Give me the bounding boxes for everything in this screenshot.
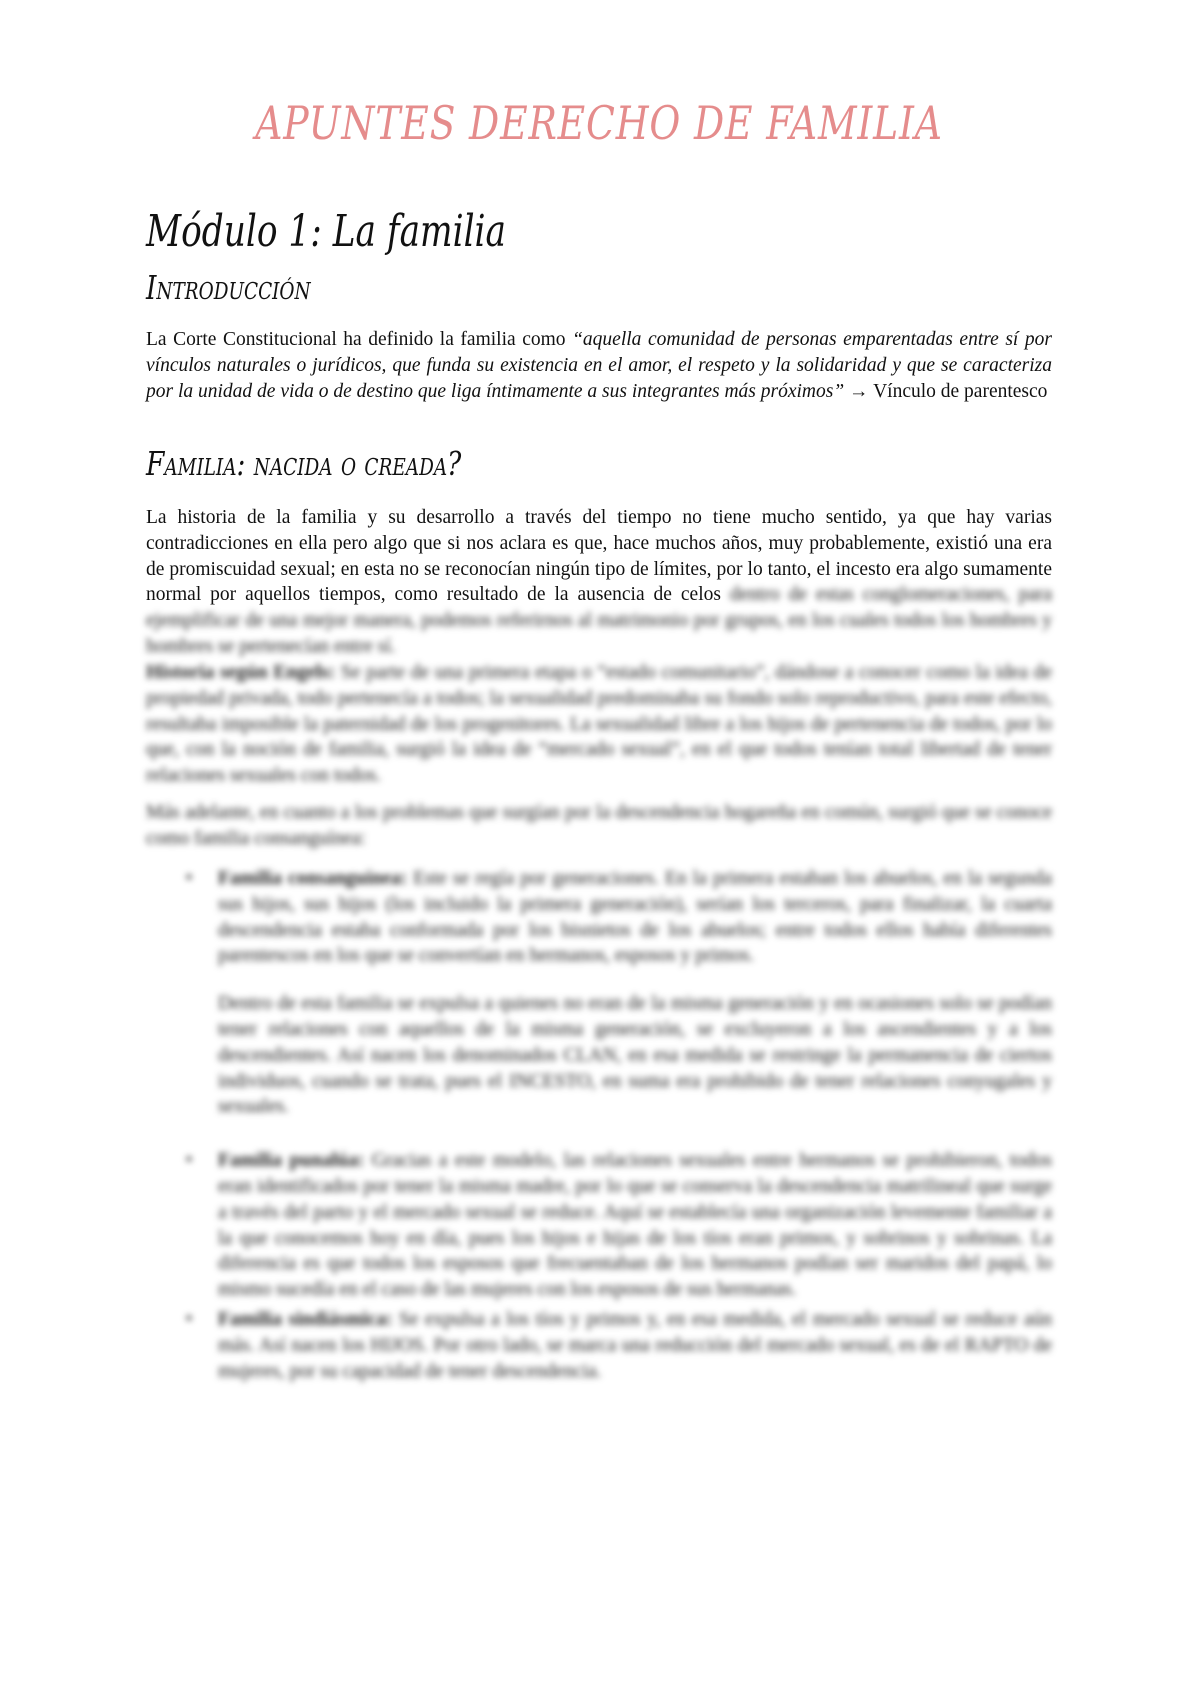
family-types-list: [182, 866, 1052, 1384]
module-title: Módulo 1: La familia: [146, 206, 506, 257]
later-paragraph: Más adelante, en cuanto a los problemas que surgían por la descendencia hogareña en común, surgió que se conoce como familia consanguínea:: [146, 802, 1052, 849]
familia-paragraph: [146, 505, 1052, 660]
list-item-label: Familia sindiásmica:: [218, 1308, 393, 1330]
list-item-text: Gracias a este modelo, las relaciones sexuales entre hermanos se prohibieron, todos eran identificados por tener la misma madre, por lo que se conserva la descendencia matrilineal que surge a través del parto y el mercado sexual se reduce. Aquí se establecía una organización levemente familiar a la que conocemos hoy en día, pues los hijos e hijas de los tíos eran primos, y sobrinos y sobrinas. La diferencia es que todos los esposos que frecuentaban de los hermanos podían ser maridos del papá, lo mismo sucedía en el caso de las mujeres con los esposos de sus hermanas.: [218, 1150, 1052, 1301]
section-heading-familia: Familia: nacida o creada?: [146, 444, 462, 483]
list-item-text: Este se regía por generaciones. En la primera estaban los abuelos, en la segunda sus hijos, sus hijos (los incluido la primera generación), serían los terceros, para finalizar, la cuarta descendencia estaba conformada por los bisnietos de los abuelos; entre todos ellos había diferentes parentescos en los que se convertían en hermanos, esposos y primos.: [218, 868, 1052, 967]
intro-text-end: → Vínculo de parentesco: [844, 380, 1048, 402]
list-item: [182, 866, 1052, 1120]
familia-paragraph-visible: La historia de la familia y su desarrollo a través del tiempo no tiene mucho sentido, ya que hay varias contradicciones en ella pero algo que si nos aclara es que, hace muchos años, muy probablemente, existió una era de promiscuidad sexual; en esta no se reconocían ningún tipo de límites, por lo tanto, el incesto era algo sumamente normal por aquellos tiempos, como resultado de la ausencia de celos: [146, 507, 1052, 606]
intro-paragraph: [146, 327, 1052, 404]
document-title: APUNTES DERECHO DE FAMILIA: [255, 96, 943, 150]
list-item-subparagraph: Dentro de esta familia se expulsa a quienes no eran de la misma generación y en ocasiones solo se podían tener relaciones con aquellos de la misma generación, se excluyeron a los ascendientes y a los descendientes. Así nacen los denominados CLAN, en esa medida se restringe la permanencia de ciertos individuos, cuando se trata, pues el INCESTO, en suma era prohibido de tener relaciones conyugales y sexuales.: [218, 993, 1052, 1118]
list-item: [182, 1148, 1052, 1303]
section-heading-introduccion: Introducción: [146, 268, 311, 307]
bullet-icon: •: [185, 1150, 193, 1172]
engels-bold-label: Historia según Engels:: [146, 662, 336, 683]
list-item-text: Se expulsa a los tíos y primos y, en esa medida, el mercado sexual se reduce aún más. Así nacen los HIJOS. Por otro lado, se marca una reducción del mercado sexual, es de el RAPTO de mujeres, por su capacidad de tener descendencia.: [218, 1308, 1052, 1382]
intro-text-start: La Corte Constitucional ha definido la familia como: [146, 329, 573, 350]
list-item-label: Familia punalúa:: [218, 1150, 365, 1172]
list-item-label: Familia consanguínea:: [218, 868, 408, 889]
engels-paragraph: [146, 660, 1052, 789]
bullet-icon: •: [185, 1308, 193, 1330]
bullet-icon: •: [185, 868, 193, 889]
familia-paragraph-blurred: dentro de estas conglomeraciones, para ejemplificar de una mejor manera, podemos referirnos al matrimonio por grupos, en los cuales todos los hombres y hombres se pertenecían entre sí.: [146, 584, 1053, 657]
engels-text: Se parte de una primera etapa o “estado comunitario”, dándose a conocer como la idea de propiedad privada, todo pertenecía a todos; la sexualidad predominaba su fondo solo reproductivo, para este efecto, resultaba imposible la paternidad de los progenitores. La sexualidad libre a los hijos de pertenencia de todos, por lo que, con la noción de familia, surgió la idea de “mercado sexual”, en el que todos tenían total libertad de tener relaciones sexuales con todos.: [146, 662, 1052, 787]
intro-quote: “aquella comunidad de personas emparentadas entre sí por vínculos naturales o jurídicos, que funda su existencia en el amor, el respeto y la solidaridad y que se caracteriza por la unidad de vida o de destino que liga íntimamente a sus integrantes más próximos”: [146, 329, 1052, 402]
list-item: [182, 1307, 1052, 1384]
